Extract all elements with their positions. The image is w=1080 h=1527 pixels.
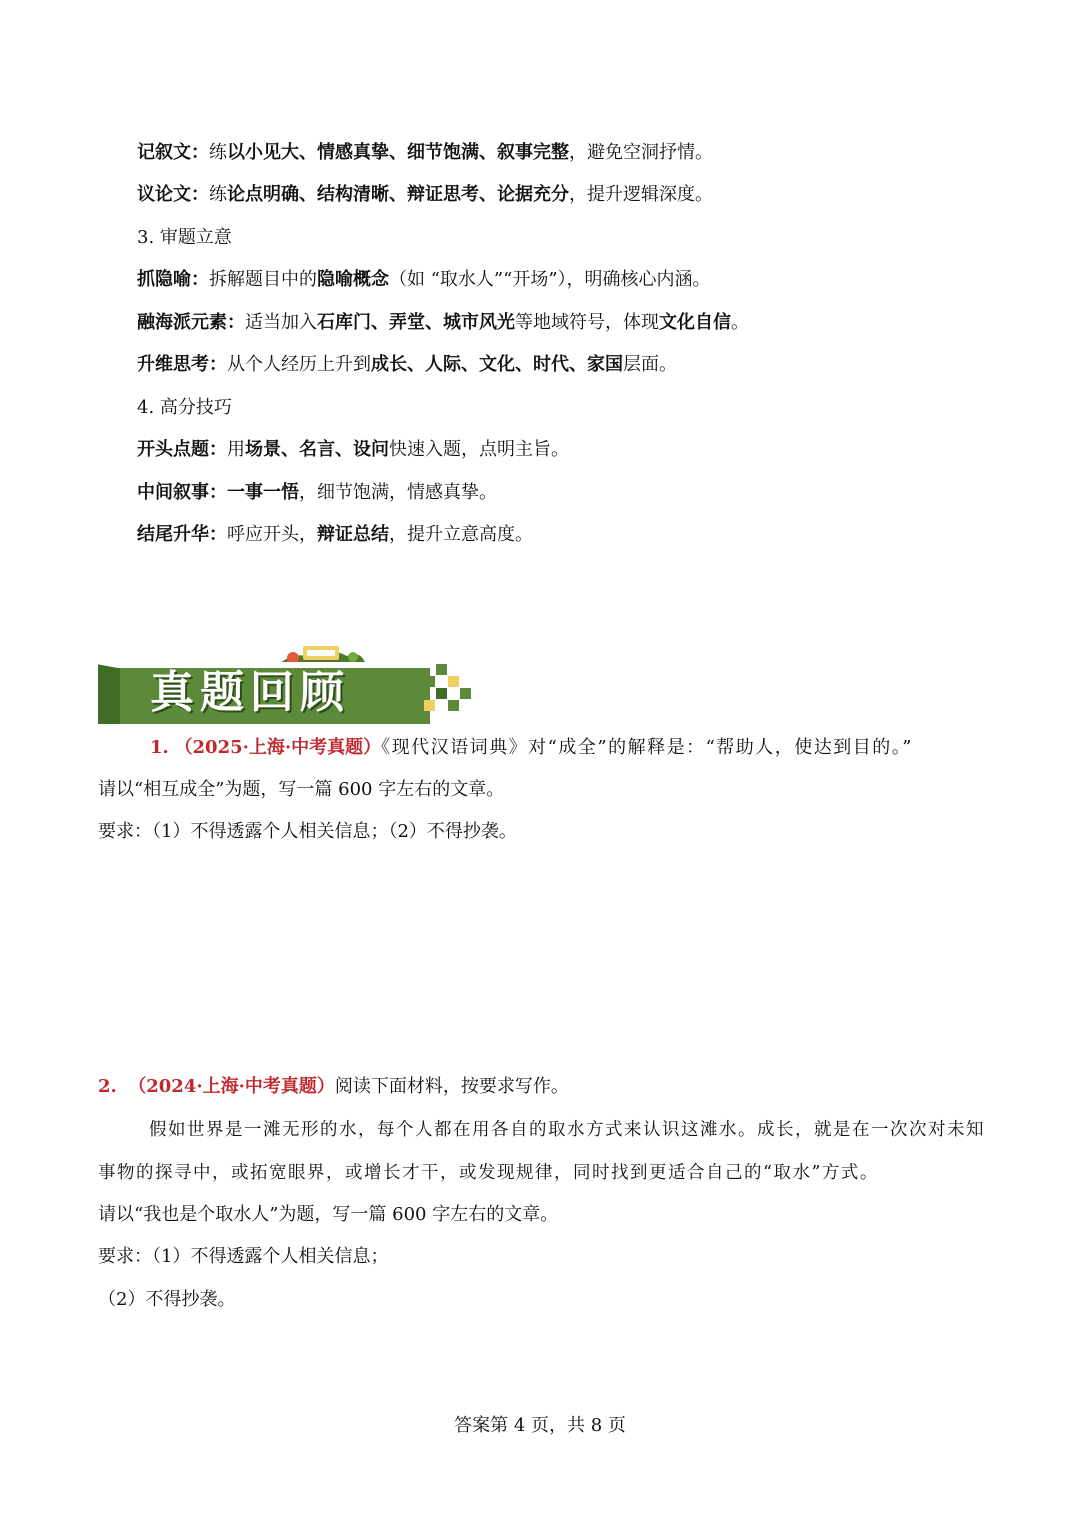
text-part-bold: 隐喻概念	[317, 269, 389, 290]
text-part-bold: 以小见大、情感真挚、细节饱满、叙事完整	[227, 142, 569, 163]
text-part: （如 “取水人”“开场”），明确核心内涵。	[389, 269, 711, 290]
item-ending	[137, 523, 533, 547]
question-number: 2.	[98, 1076, 117, 1097]
text-part: 快速入题，点明主旨。	[389, 439, 569, 460]
question-2-material-line-1: 假如世界是一滩无形的水，每个人都在用各自的取水方式来认识这滩水。成长，就是在一次次对未知	[149, 1120, 985, 1140]
item-argumentative	[137, 183, 713, 207]
item-label: 记叙文：	[137, 142, 209, 163]
question-1-header	[150, 736, 913, 760]
text-part: 从个人经历上升到	[227, 354, 371, 375]
text-part: 用	[227, 439, 245, 460]
banner-tab	[98, 662, 120, 724]
item-metaphor	[137, 268, 711, 292]
text-part-bold: 石库门、弄堂、城市风光	[317, 312, 515, 333]
text-part: 拆解题目中的	[209, 269, 317, 290]
text-part: 层面。	[623, 354, 677, 375]
text-part-bold: 论点明确、结构清晰、辩证思考、论据充分	[227, 184, 569, 205]
item-label: 融海派元素：	[137, 312, 245, 333]
question-intro: 阅读下面材料，按要求写作。	[334, 1076, 569, 1097]
text-part: 适当加入	[245, 312, 317, 333]
question-2-header	[98, 1075, 569, 1099]
banner-title: 真题回顾	[150, 667, 350, 718]
text-part-bold: 场景、名言、设问	[245, 439, 389, 460]
item-narrative	[137, 141, 713, 165]
item-label: 抓隐喻：	[137, 269, 209, 290]
section-banner	[98, 640, 474, 724]
item-shanghai-elements	[137, 311, 749, 335]
item-label: 议论文：	[137, 184, 209, 205]
item-opening	[137, 438, 569, 462]
question-1-task: 请以“相互成全”为题，写一篇 600 字左右的文章。	[98, 779, 505, 800]
text-part: 练	[209, 142, 227, 163]
question-prompt: 《现代汉语词典》对“成全”的解释是：“帮助人，使达到目的。”	[381, 737, 913, 758]
text-part: 呼应开头，	[227, 524, 317, 545]
item-label: 升维思考：	[137, 354, 227, 375]
question-2-requirement-1: 要求：（1）不得透露个人相关信息；	[98, 1246, 389, 1267]
text-part: ，避免空洞抒情。	[569, 142, 713, 163]
item-middle	[137, 481, 497, 505]
text-part-bold: 辩证总结	[317, 524, 389, 545]
text-part-bold: 一事一悟	[227, 482, 299, 503]
question-2-task: 请以“我也是个取水人”为题，写一篇 600 字左右的文章。	[98, 1204, 559, 1225]
question-1-requirements: 要求：（1）不得透露个人相关信息；（2）不得抄袭。	[98, 821, 517, 842]
question-2-material-line-2: 事物的探寻中，或拓宽眼界，或增长才干，或发现规律，同时找到更适合自己的“取水”方式。	[98, 1163, 879, 1183]
text-part: 练	[209, 184, 227, 205]
text-part: ，细节饱满，情感真挚。	[299, 482, 497, 503]
section-3-heading: 3. 审题立意	[137, 227, 232, 248]
item-label: 中间叙事：	[137, 482, 227, 503]
text-part: 等地域符号，体现	[515, 312, 659, 333]
item-label: 结尾升华：	[137, 524, 227, 545]
checker-decoration-icon	[424, 664, 472, 712]
page-footer: 答案第 4 页，共 8 页	[454, 1415, 626, 1436]
item-elevate-thinking	[137, 353, 677, 377]
question-number: 1.	[150, 737, 169, 758]
section-4-heading: 4. 高分技巧	[137, 397, 232, 418]
item-label: 开头点题：	[137, 439, 227, 460]
question-2-requirement-2: （2）不得抄袭。	[98, 1289, 236, 1310]
question-source: （2024·上海·中考真题）	[128, 1076, 335, 1097]
text-part: ，提升立意高度。	[389, 524, 533, 545]
question-source: （2025·上海·中考真题）	[174, 737, 382, 758]
text-part: ，提升逻辑深度。	[569, 184, 713, 205]
text-part-bold: 文化自信	[659, 312, 731, 333]
text-part-bold: 成长、人际、文化、时代、家国	[371, 354, 623, 375]
text-part: 。	[731, 312, 749, 333]
